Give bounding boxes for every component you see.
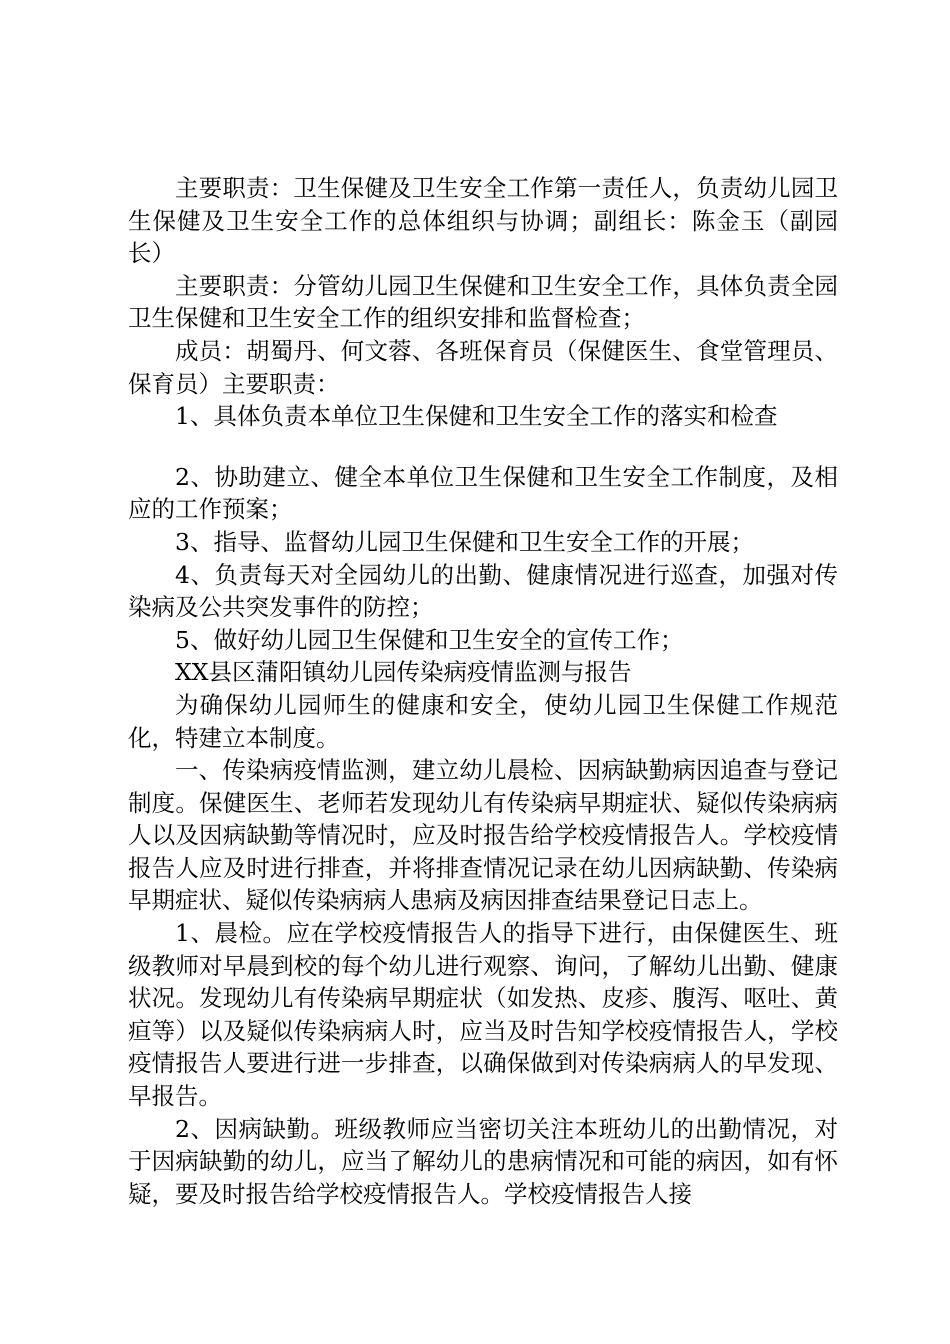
paragraph-purpose: 为确保幼儿园师生的健康和安全，使幼儿园卫生保健工作规范化，特建立本制度。 bbox=[128, 690, 838, 752]
paragraph-morning-check: 1、晨检。应在学校疫情报告人的指导下进行，由保健医生、班级教师对早晨到校的每个幼儿进行观察、询问，了解幼儿出勤、健康状况。发现幼儿有传染病早期症状（如发热、皮疹、腹泻、呕吐、黄疸等）以及疑似传染病病人时，应当及时告知学校疫情报告人，学校疫情报告人要进行进一步排查，以确保做到对传染病病人的早发现、早报告。 bbox=[128, 919, 838, 1111]
document-body bbox=[128, 172, 838, 1210]
paragraph-item-4: 4、负责每天对全园幼儿的出勤、健康情况进行巡查，加强对传染病及公共突发事件的防控； bbox=[128, 560, 838, 622]
paragraph-leader-duties: 主要职责：卫生保健及卫生安全工作第一责任人，负责幼儿园卫生保健及卫生安全工作的总体组织与协调；副组长：陈金玉（副园长） bbox=[128, 174, 838, 268]
section-heading: XX县区蒲阳镇幼儿园传染病疫情监测与报告 bbox=[175, 658, 632, 687]
paragraph-item-5: 5、做好幼儿园卫生保健和卫生安全的宣传工作； bbox=[175, 625, 684, 654]
paragraph-sick-absence: 2、因病缺勤。班级教师应当密切关注本班幼儿的出勤情况，对于因病缺勤的幼儿，应当了解幼儿的患病情况和可能的病因，如有怀疑，要及时报告给学校疫情报告人。学校疫情报告人接 bbox=[128, 1114, 838, 1208]
paragraph-monitoring: 一、传染病疫情监测，建立幼儿晨检、因病缺勤病因追查与登记制度。保健医生、老师若发现幼儿有传染病早期症状、疑似传染病病人以及因病缺勤等情况时，应及时报告给学校疫情报告人。学校疫情报告人应及时进行排查，并将排查情况记录在幼儿因病缺勤、传染病早期症状、疑似传染病病人患病及病因排查结果登记日志上。 bbox=[128, 756, 838, 915]
paragraph-deputy-duties: 主要职责：分管幼儿园卫生保健和卫生安全工作，具体负责全园卫生保健和卫生安全工作的组织安排和监督检查； bbox=[128, 271, 838, 333]
paragraph-item-3: 3、指导、监督幼儿园卫生保健和卫生安全工作的开展； bbox=[175, 527, 754, 556]
paragraph-item-2: 2、协助建立、健全本单位卫生保健和卫生安全工作制度，及相应的工作预案； bbox=[128, 462, 838, 524]
paragraph-members: 成员：胡蜀丹、何文蓉、各班保育员（保健医生、食堂管理员、保育员）主要职责： bbox=[128, 336, 838, 398]
paragraph-item-1: 1、具体负责本单位卫生保健和卫生安全工作的落实和检查 bbox=[175, 402, 778, 431]
